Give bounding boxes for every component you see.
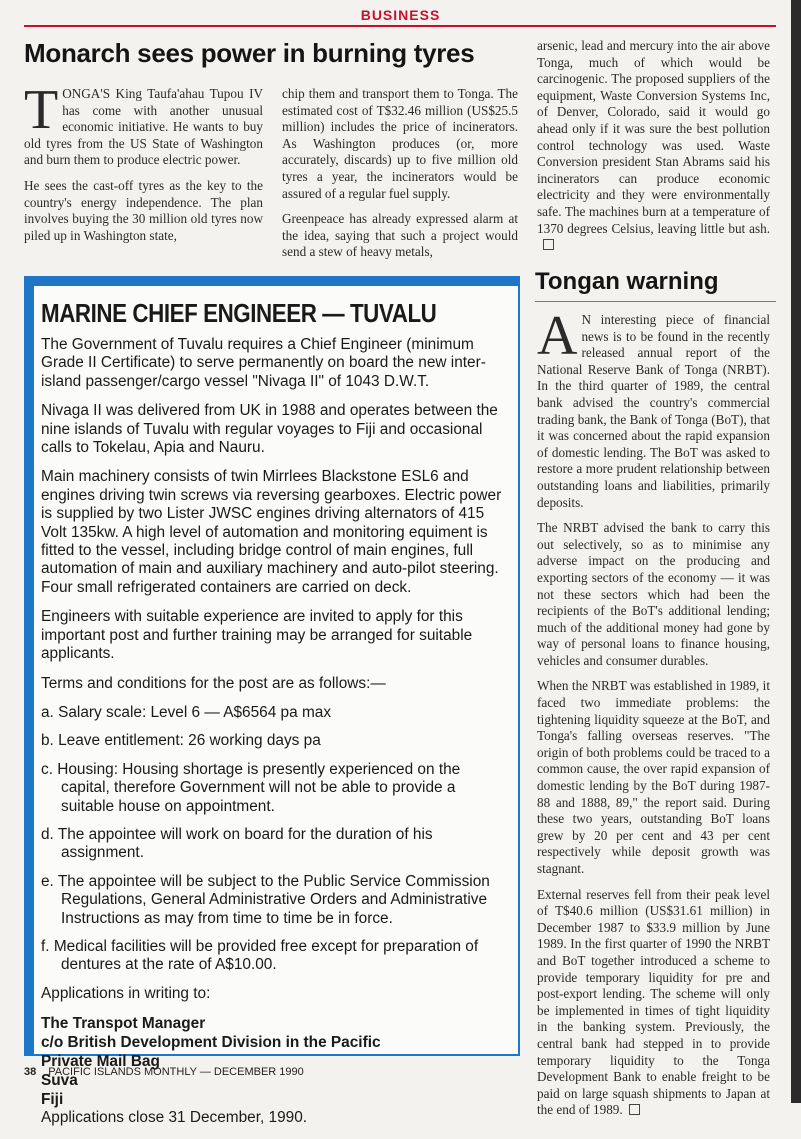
ad-term-medical: f. Medical facilities will be provided free except for preparation of dentures at the rate of A$10.00. <box>41 937 479 974</box>
ad-term-duty: d. The appointee will work on board for the duration of his assignment. <box>41 825 433 862</box>
ad-terms-intro: Terms and conditions for the post are as follows:— <box>41 674 386 692</box>
article1-paragraph-5-text: arsenic, lead and mercury into the air above Tonga, much of which would be carcinogenic. The proposed suppliers of the equipment, Waste Conversion Systems Inc, of Denver, Colorado, said it would go ahead only if it was sure the best pollution control technology was used. Waste Conversion president Stan Abrams said his incinerators can produce economic electricity and they were environmentally safe. The machines burn at a temperature of 1370 degrees Celsius, leaving little but ash. <box>537 38 770 236</box>
ad-term-housing: c. Housing: Housing shortage is presently experienced on the capital, therefore Government will not be able to provide a suitable house on appointment. <box>41 760 461 815</box>
article2-rule <box>535 301 776 302</box>
article-headline: Monarch sees power in burning tyres <box>24 38 475 68</box>
section-rule <box>24 25 776 27</box>
ad-paragraph-3: Main machinery consists of twin Mirrlees Blackstone ESL6 and engines driving twin screws via reversing gearboxes. Electric power is supplied by two Lister JWSC engines driving alternators of 415 Volt 135kw. A high level of automation and monitoring equiment is fitted to the vessel, including bridge control of main engines, full automation of main and auxiliary machinery and auto-pilot steering. Four small refrigerated containers are carried on deck. <box>41 468 502 596</box>
article2-paragraph-1 <box>537 305 770 511</box>
article1-column-1 <box>24 79 263 253</box>
page-number: 38 <box>24 1066 37 1078</box>
ad-paragraph-4: Engineers with suitable experience are invited to apply for this important post and further training may be arranged for suitable applicants. <box>41 608 473 663</box>
article1-paragraph-1 <box>24 79 263 169</box>
article2-column <box>537 305 770 1128</box>
article2-paragraph-2: The NRBT advised the bank to carry this out selectively, so as to minimise any adverse impact on the producing and exporting sectors of the economy — it was not these sectors which had been the recipients of the BoT's additional lending; much of the additional money had gone by way of personal loans to finance housing, vehicles and consumer durables. <box>537 520 770 668</box>
article2-headline: Tongan warning <box>535 268 719 295</box>
publication-line: PACIFIC ISLANDS MONTHLY — DECEMBER 1990 <box>48 1066 304 1078</box>
ad-address-line: The Transpot Manager <box>41 1015 206 1033</box>
ad-address-line: Suva <box>41 1072 78 1090</box>
ad-address-line: c/o British Development Division in the Pacific <box>41 1034 381 1052</box>
ad-address-line: Fiji <box>41 1091 64 1109</box>
job-advertisement <box>41 296 505 1139</box>
ad-term-leave: b. Leave entitlement: 26 working days pa <box>41 732 321 750</box>
article2-paragraph-3: When the NRBT was established in 1989, it faced two immediate problems: the tightening liquidity squeeze at the BoT, and Tonga's falling overseas reserves. "The origin of both problems could be traced to a common cause, the over rapid expansion of domestic lending by the BoT during 1987-88 and 1888, 89," the report said. During these two years, outstanding BoT loans grew by 20 per cent and 43 per cent respectively while deposit growth was stagnant. <box>537 678 770 876</box>
ad-paragraph-1: The Government of Tuvalu requires a Chief Engineer (minimum Grade II Certificate) to serve permanently on board the new inter-island passenger/cargo vessel "Nivaga II" of 1043 D.W.T. <box>41 336 486 390</box>
article1-paragraph-3: chip them and transport them to Tonga. The estimated cost of T$32.46 million (US$25.5 million) includes the price of incinerators. As Washington produces (or, more accurately, discards) up to five million old tyres a year, the incinerators would be assured of a regular fuel supply. <box>282 86 518 201</box>
scan-edge <box>791 0 801 1103</box>
ad-paragraph-2: Nivaga II was delivered from UK in 1988 and operates between the nine islands of Tuvalu with regular voyages to Fiji and occasional calls to Tokelau, Apia and Nauru. <box>41 402 498 457</box>
ad-title: MARINE CHIEF ENGINEER — TUVALU <box>41 298 437 328</box>
drop-cap: A <box>537 305 578 367</box>
article1-column-3 <box>537 38 770 263</box>
article1-paragraph-5 <box>537 38 770 254</box>
ad-address-line: Private Mail Bag <box>41 1053 160 1071</box>
article2-paragraph-1-text: N interesting piece of financial news is to be found in the recently released annual report of the National Reserve Bank of Tonga (NRBT). In the third quarter of 1989, the central bank advised the country's commercial trading bank, the Bank of Tonga (BoT), that it was concerned about the rapid expansion of domestic lending. The BoT was asked to restore a more prudent relationship between outstanding loans and liabilities, primarily deposits. <box>537 312 770 510</box>
end-mark-icon <box>629 1104 640 1115</box>
ad-term-regulations: e. The appointee will be subject to the Public Service Commission Regulations, General Administrative Orders and Administrative Instructions as may from time to time be in force. <box>41 872 490 927</box>
ad-term-salary: a. Salary scale: Level 6 — A$6564 pa max <box>41 703 332 721</box>
article1-paragraph-4: Greenpeace has already expressed alarm at the idea, saying that such a project would send a stew of heavy metals, <box>282 211 518 260</box>
article2-paragraph-4 <box>537 887 770 1119</box>
article1-column-2 <box>282 86 518 270</box>
article1-paragraph-2: He sees the cast-off tyres as the key to the country's energy independence. The plan involves buying the 30 million old tyres now piled up in Washington state, <box>24 177 263 243</box>
end-mark-icon <box>543 239 554 250</box>
article2-paragraph-4-text: External reserves fell from their peak level of T$40.6 million (US$31.61 million) in December 1987 to $33.9 million by June 1989. In the first quarter of 1990 the NRBT and BoT together introduced a scheme to provide temporary liquidity for pre and post-export lending. The scheme will only be implemented in times of tight liquidity in the banking system. Previously, the central bank had stepped in to provide temporary liquidity to the Tonga Development Bank to enable freight to be paid on large squash shipments to Japan at the end of 1989. <box>537 886 770 1118</box>
ad-closing-date: Applications close 31 December, 1990. <box>41 1109 308 1127</box>
ad-apply-instruction: Applications in writing to: <box>41 984 211 1002</box>
section-label: BUSINESS <box>360 7 441 23</box>
page-footer <box>24 1066 304 1078</box>
drop-cap: T <box>24 79 59 141</box>
article1-paragraph-1-text: ONGA'S King Taufa'ahau Tupou IV has come with another unusual economic initiative. He wants to buy old tyres from the US State of Washington and burn them to produce electric power. <box>24 86 263 168</box>
